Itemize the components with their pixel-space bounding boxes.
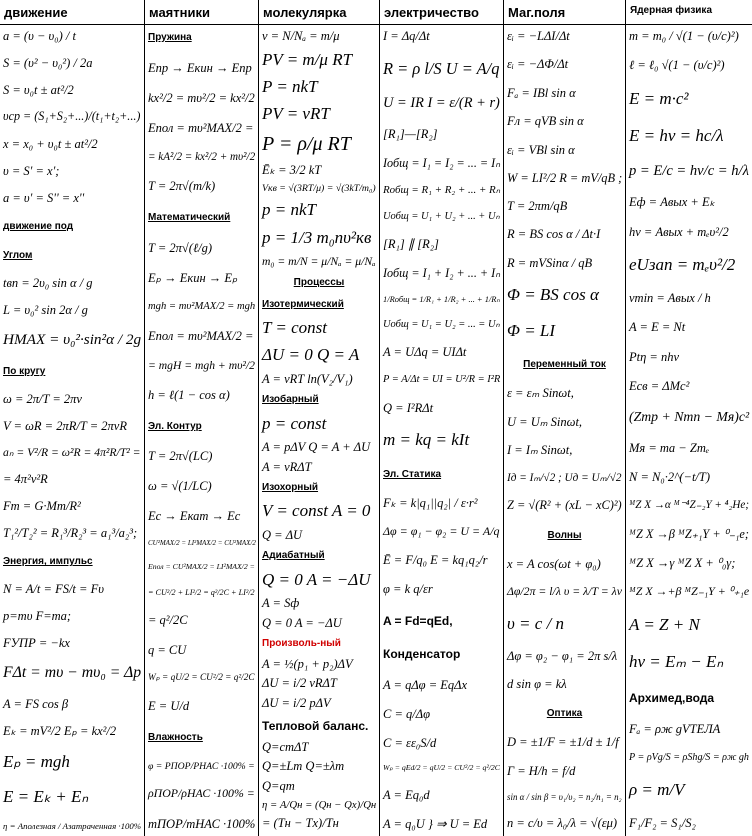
- formula-line: aₙ = V²/R = ω²R = 4π²R/T² =: [3, 445, 141, 459]
- formula-line: = kA²/2 = kx²/2 + mυ²/2: [148, 150, 256, 163]
- formula-line: = (Tн − Tх)/Tн: [262, 816, 339, 831]
- formula-line: T = 2π√(m/k): [148, 179, 216, 194]
- formula-line: ᴹZ X →β ᴹZ₊₁Y + ⁰₋₁e;: [629, 527, 749, 542]
- formula-line: CU²MAX/2 = LI²MAX/2 = CU²MAX/2: [148, 539, 256, 548]
- formula-line: η = Aполезная / Aзатраченная ·100%: [3, 820, 142, 831]
- formula-line: S = (υ² − υ₀²) / 2a: [3, 56, 93, 71]
- formula-line: Φ = BS cos α: [507, 285, 599, 305]
- column-body: [262, 29, 376, 831]
- formula-line: Fₐ = ρж gVТЕЛА: [629, 721, 721, 736]
- section-heading: Процессы: [293, 277, 345, 289]
- formula-line: W = LI²/2 R = mV/qB ;: [507, 170, 623, 185]
- formula-line: Z = √(R² + (xL − xC)²): [507, 498, 622, 513]
- formula-line: ρ = m/V: [629, 780, 685, 800]
- formula-line: tвп = 2υ₀ sin α / g: [3, 275, 93, 290]
- formula-line: T = 2π√(ℓ/g): [148, 240, 213, 255]
- formula-line: Iобщ = I₁ + I₂ + ... + Iₙ: [383, 266, 501, 281]
- formula-line: ᴹZ X →α ᴹ⁻⁴Z₋₂Y + ⁴₂He;: [629, 499, 750, 512]
- formula-line: Eпол = CU²MAX/2 = LI²MAX/2 =: [148, 562, 255, 572]
- formula-line: Eс → Eкат → Eс: [148, 509, 241, 524]
- formula-line: kx²/2 = mυ²/2 = kx²/2: [148, 90, 255, 105]
- formula-line: Eсв = ΔMc²: [629, 378, 690, 393]
- formula-line: T = 2π√(LC): [148, 449, 213, 464]
- section-heading: Волны: [547, 529, 582, 541]
- formula-line: Γ = H/h = f/d: [507, 763, 576, 778]
- formula-line: (Zmp + Nmn − Mя)c²: [629, 409, 750, 425]
- formula-line: m = kq = kIt: [383, 430, 470, 450]
- section-heading: Изотермический: [262, 298, 344, 310]
- section-heading: Адиабатный: [262, 550, 325, 562]
- formula-line: n = c/υ = λ₀/λ = √(εμ): [507, 816, 618, 831]
- formula-line: h = ℓ(1 − cos α): [148, 387, 230, 402]
- section-heading: Пружина: [148, 32, 192, 43]
- formula-line: Fт = G·Mm/R²: [3, 499, 81, 514]
- formula-line: = 4π²ν²R: [3, 471, 48, 486]
- formula-line: R = BS cos α / Δt·I: [507, 227, 601, 242]
- formula-line: E = Eₖ + Eₙ: [3, 786, 89, 806]
- formula-line: Eпр → Eкин → Eпр: [148, 60, 252, 75]
- formula-line: hν = Eₘ − Eₙ: [629, 652, 724, 672]
- formula-line: E = U/d: [148, 698, 190, 713]
- column-title: Ядерная физика: [626, 0, 752, 25]
- formula-line: I = Iₘ Sinωt,: [507, 443, 573, 458]
- formula-line: Δφ = φ₁ − φ₂ = U = A/q: [383, 524, 500, 539]
- section-heading: Конденсатор: [383, 647, 461, 662]
- column-title: маятники: [145, 0, 258, 25]
- formula-line: R = ρ l/S U = A/q: [383, 58, 500, 78]
- formula-line: Eф = Aвых + Eₖ: [629, 195, 715, 210]
- formula-line: Uобщ = U₁ = U₂ = ... = Uₙ: [383, 318, 500, 330]
- formula-line: mgh = mυ²MAX/2 = mgh: [148, 300, 256, 312]
- formula-line: Eₖ = mV²/2 Eₚ = kx²/2: [3, 723, 117, 738]
- formula-line: υcp = (S₁+S₂+...)/(t₁+t₂+...): [3, 109, 141, 124]
- formula-line: P = nkT: [262, 77, 318, 96]
- formula-line: ε = εₘ Sinωt,: [507, 386, 574, 401]
- formula-line: φ = PПОР/PНАС ·100% =: [148, 760, 255, 772]
- formula-line: N = A/t = FS/t = Fυ: [3, 582, 104, 597]
- formula-line: A = ½(p₁ + p₂)ΔV: [262, 656, 353, 671]
- section-heading: Произволь-ный: [262, 638, 341, 650]
- formula-line: mПОР/mНАС ·100%: [148, 816, 256, 831]
- formula-line: Ē = F/q₀ E = kq₁q₂/r: [383, 553, 488, 568]
- column-body: [507, 29, 622, 831]
- formula-line: Uобщ = U₁ + U₂ + ... + Uₙ: [383, 211, 500, 223]
- formula-line: = mgH = mgh + mυ²/2: [148, 358, 255, 372]
- formula-line: p = nkT: [262, 200, 316, 220]
- column-molecular: [259, 0, 380, 836]
- formula-line: HMAX = υ₀²·sin²α / 2g: [3, 331, 142, 349]
- formula-line: Δφ/2π = l/λ υ = λ/T = λν: [507, 585, 622, 599]
- formula-line: Q = 0 A = −ΔU: [262, 569, 371, 589]
- formula-line: ν = N/Nₐ = m/μ: [262, 29, 340, 43]
- formula-line: υ = S' = x';: [3, 164, 60, 179]
- formula-line: ρПОР/ρНАС ·100% =: [148, 786, 255, 801]
- formula-line: P = ρ/μ RT: [262, 132, 351, 155]
- formula-line: U = Uₘ Sinωt,: [507, 414, 583, 429]
- formula-line: η = A/Qн = (Qн − Qх)/Qн: [262, 798, 377, 811]
- formula-line: A = νRT ln(V₂/V₁): [262, 371, 353, 386]
- formula-line: εᵢ = VBl sin α: [507, 142, 575, 157]
- formula-line: A = FS cos β: [3, 696, 69, 711]
- section-heading: Влажность: [148, 731, 203, 743]
- formula-line: V = const A = 0: [262, 501, 371, 521]
- formula-line: [R₁]—[R₂]: [383, 126, 438, 141]
- formula-line: p=mυ F=ma;: [3, 609, 72, 624]
- formula-line: PV = νRT: [262, 104, 330, 124]
- formula-line: PV = m/μ RT: [262, 49, 353, 69]
- column-title: движение: [0, 0, 144, 25]
- column-body: [3, 29, 141, 831]
- formula-line: A = pΔV Q = A + ΔU: [262, 439, 371, 454]
- formula-line: A = UΔq = UIΔt: [383, 345, 467, 360]
- formula-line: d sin φ = kλ: [507, 677, 567, 692]
- formula-line: 1/Rобщ = 1/R₁ + 1/R₂ + ... + 1/Rₙ: [383, 293, 500, 304]
- formula-line: p = const: [262, 413, 327, 433]
- formula-line: L = υ₀² sin 2α / g: [3, 303, 88, 318]
- formula-line: Mя = mа − Zmₑ: [629, 440, 710, 455]
- section-heading: Оптика: [546, 708, 583, 720]
- column-pendulums: [145, 0, 259, 836]
- section-heading: Тепловой баланс.: [262, 718, 369, 733]
- formula-line: D = ±1/F = ±1/d ± 1/f: [507, 735, 619, 750]
- formula-line: εᵢ = −ΔΦ/Δt: [507, 57, 569, 72]
- section-heading: Энергия, импульс: [3, 556, 93, 568]
- column-motion: [0, 0, 145, 836]
- formula-line: Iд = Iₘ/√2 ; Uд = Uₘ/√2: [507, 471, 622, 484]
- section-heading: Изобарный: [262, 394, 319, 406]
- column-title: электричество: [380, 0, 503, 25]
- formula-line: ᴹZ X →γ ᴹZ X + ⁰₀γ;: [629, 556, 736, 571]
- formula-line: x = x₀ + υ₀t ± at²/2: [3, 137, 98, 152]
- section-heading: Эл. Контур: [148, 420, 202, 432]
- column-body: [629, 29, 749, 831]
- formula-line: Q=qm: [262, 779, 295, 794]
- formula-line: C = q/Δφ: [383, 706, 430, 721]
- formula-line: Iобщ = I₁ = I₂ = ... = Iₙ: [383, 155, 501, 170]
- formula-line: Vкв = √(3RT/μ) = √(3kT/m₀): [262, 182, 376, 194]
- formula-line: ΔU = i/2 pΔV: [262, 695, 331, 710]
- column-body: [383, 29, 500, 831]
- formula-line: νmin = Aвых / h: [629, 290, 711, 305]
- formula-line: P = A/Δt = UI = U²/R = I²R: [383, 374, 501, 386]
- formula-line: Q = 0 A = −ΔU: [262, 615, 342, 630]
- formula-line: Δφ = φ₂ − φ₁ = 2π s/λ: [507, 648, 618, 663]
- formula-line: Wₚ = qEd/2 = qU/2 = CU²/2 = q²/2C: [383, 763, 500, 773]
- formula-line: FУПР = −kx: [3, 636, 70, 651]
- formula-line: a = (υ − υ₀) / t: [3, 29, 76, 43]
- section-heading: Эл. Статика: [383, 468, 442, 480]
- formula-line: ᴹZ X →+β ᴹZ₋₁Y + ⁰₊₁e: [629, 584, 750, 599]
- formula-line: Wₚ = qU/2 = CU²/2 = q²/2C: [148, 672, 255, 683]
- formula-line: U = IR I = ε/(R + r): [383, 94, 500, 111]
- formula-line: V = ωR = 2πR/T = 2πνR: [3, 418, 127, 433]
- formula-line: T₁²/T₂² = R₁³/R₂³ = a₁³/a₂³;: [3, 526, 138, 541]
- formula-line: A = Z + N: [629, 615, 700, 635]
- formula-line: Eₚ = mgh: [3, 751, 70, 771]
- formula-line: N = N₀·2^(−t/T): [629, 470, 711, 485]
- formula-line: sin α / sin β = υ₁/υ₂ = n₂/n₁ = n₂: [507, 792, 622, 803]
- formula-line: P = ρVg/S = ρShg/S = ρж gh: [629, 752, 749, 764]
- formula-line: R = mVSinα / qB: [507, 255, 593, 270]
- section-heading: Переменный ток: [523, 359, 606, 371]
- formula-line: A = q₀U } ⇒ U = Ed: [383, 816, 488, 831]
- section-heading: Изохорный: [262, 482, 319, 494]
- formula-line: FΔt = mυ − mυ₀ = Δp: [3, 664, 142, 682]
- formula-line: p = E/c = hν/c = h/λ: [629, 162, 749, 179]
- formula-line: x = A cos(ωt + φ₀): [507, 556, 601, 571]
- formula-line: E = m·c²: [629, 88, 689, 108]
- formula-line: I = Δq/Δt: [383, 29, 430, 43]
- formula-line: A = Eq₀d: [383, 787, 430, 802]
- formula-line: Fₐ = IBl sin α: [507, 85, 576, 100]
- formula-line: Q=±Lm Q=±λm: [262, 759, 345, 774]
- formula-line: A = Sф: [262, 596, 300, 611]
- column-nuclear: [626, 0, 752, 836]
- formula-line: hν = Aвых + mₑυ²/2: [629, 224, 729, 239]
- formula-line: Q=cmΔT: [262, 739, 309, 754]
- column-title: Маг.поля: [504, 0, 625, 25]
- section-heading: По кругу: [3, 365, 46, 377]
- formula-line: = q²/2C: [148, 612, 188, 627]
- formula-line: [R₁] ∥ [R₂]: [383, 237, 439, 252]
- formula-line: m₀ = m/N = μ/Nₐ = μ/Nₐ: [262, 254, 376, 268]
- column-electricity: [380, 0, 504, 836]
- formula-line: υ = c / n: [507, 613, 565, 633]
- formula-line: T = 2πm/qB: [507, 199, 568, 214]
- formula-line: S = υ₀t ± at²/2: [3, 83, 74, 98]
- formula-line: p = 1/3 m₀nυ²кв: [262, 227, 372, 247]
- formula-line: Ēₖ = 3/2 kT: [262, 162, 322, 177]
- formula-line: φ = k q/εr: [383, 582, 433, 597]
- formula-line: ω = 2π/T = 2πν: [3, 391, 82, 406]
- formula-line: C = εε₀S/d: [383, 735, 437, 750]
- formula-line: a = υ' = S'' = x'': [3, 191, 85, 206]
- column-body: [148, 29, 255, 831]
- formula-line: Fₖ = k|q₁||q₂| / ε·r²: [383, 496, 478, 511]
- formula-line: E = hν = hc/λ: [629, 125, 724, 145]
- formula-line: ΔU = 0 Q = A: [262, 345, 360, 365]
- formula-line: Φ = LI: [507, 321, 556, 341]
- formula-line: ℓ = ℓ₀ √(1 − (υ/c)²): [629, 58, 725, 73]
- formula-line: Fл = qVB sin α: [507, 114, 584, 129]
- formula-line: Rобщ = R₁ + R₂ + ... + Rₙ: [383, 184, 501, 197]
- formula-line: F₁/F₂ = S₁/S₂: [629, 816, 696, 831]
- formula-line: Eпол = mυ²MAX/2 =: [148, 328, 254, 343]
- formula-line: = CU²/2 + LI²/2 = q²/2C + LI²/2: [148, 587, 255, 597]
- formula-line: εᵢ = −LΔI/Δt: [507, 29, 570, 43]
- formula-line: Q = I²RΔt: [383, 400, 434, 415]
- section-heading: Математический: [148, 212, 231, 224]
- formula-line: ω = √(1/LC): [148, 479, 212, 494]
- formula-line: Eₚ → Eкин → Eₚ: [148, 270, 238, 285]
- section-heading: Архимед,вода: [629, 691, 715, 706]
- formula-line: A = νRΔT: [262, 459, 312, 474]
- section-heading: A = Fd=qEd,: [383, 614, 453, 629]
- formula-line: q = CU: [148, 642, 187, 657]
- formula-line: Q = ΔU: [262, 527, 303, 542]
- formula-line: m = m₀ / √(1 − (υ/c)²): [629, 29, 739, 43]
- formula-line: A = qΔφ = EqΔx: [383, 677, 468, 692]
- section-heading: движение под: [3, 221, 74, 233]
- column-title: молекулярка: [259, 0, 379, 25]
- formula-line: Ptη = nhν: [629, 349, 680, 364]
- column-magnetic: [504, 0, 626, 836]
- formula-line: ΔU = i/2 νRΔT: [262, 676, 337, 691]
- formula-line: Eпол = mυ²MAX/2 =: [148, 120, 254, 135]
- formula-line: A = E = Nt: [629, 320, 686, 335]
- section-heading: Углом: [3, 250, 33, 262]
- formula-line: eUзап = mₑυ²/2: [629, 254, 736, 274]
- formula-line: T = const: [262, 317, 328, 337]
